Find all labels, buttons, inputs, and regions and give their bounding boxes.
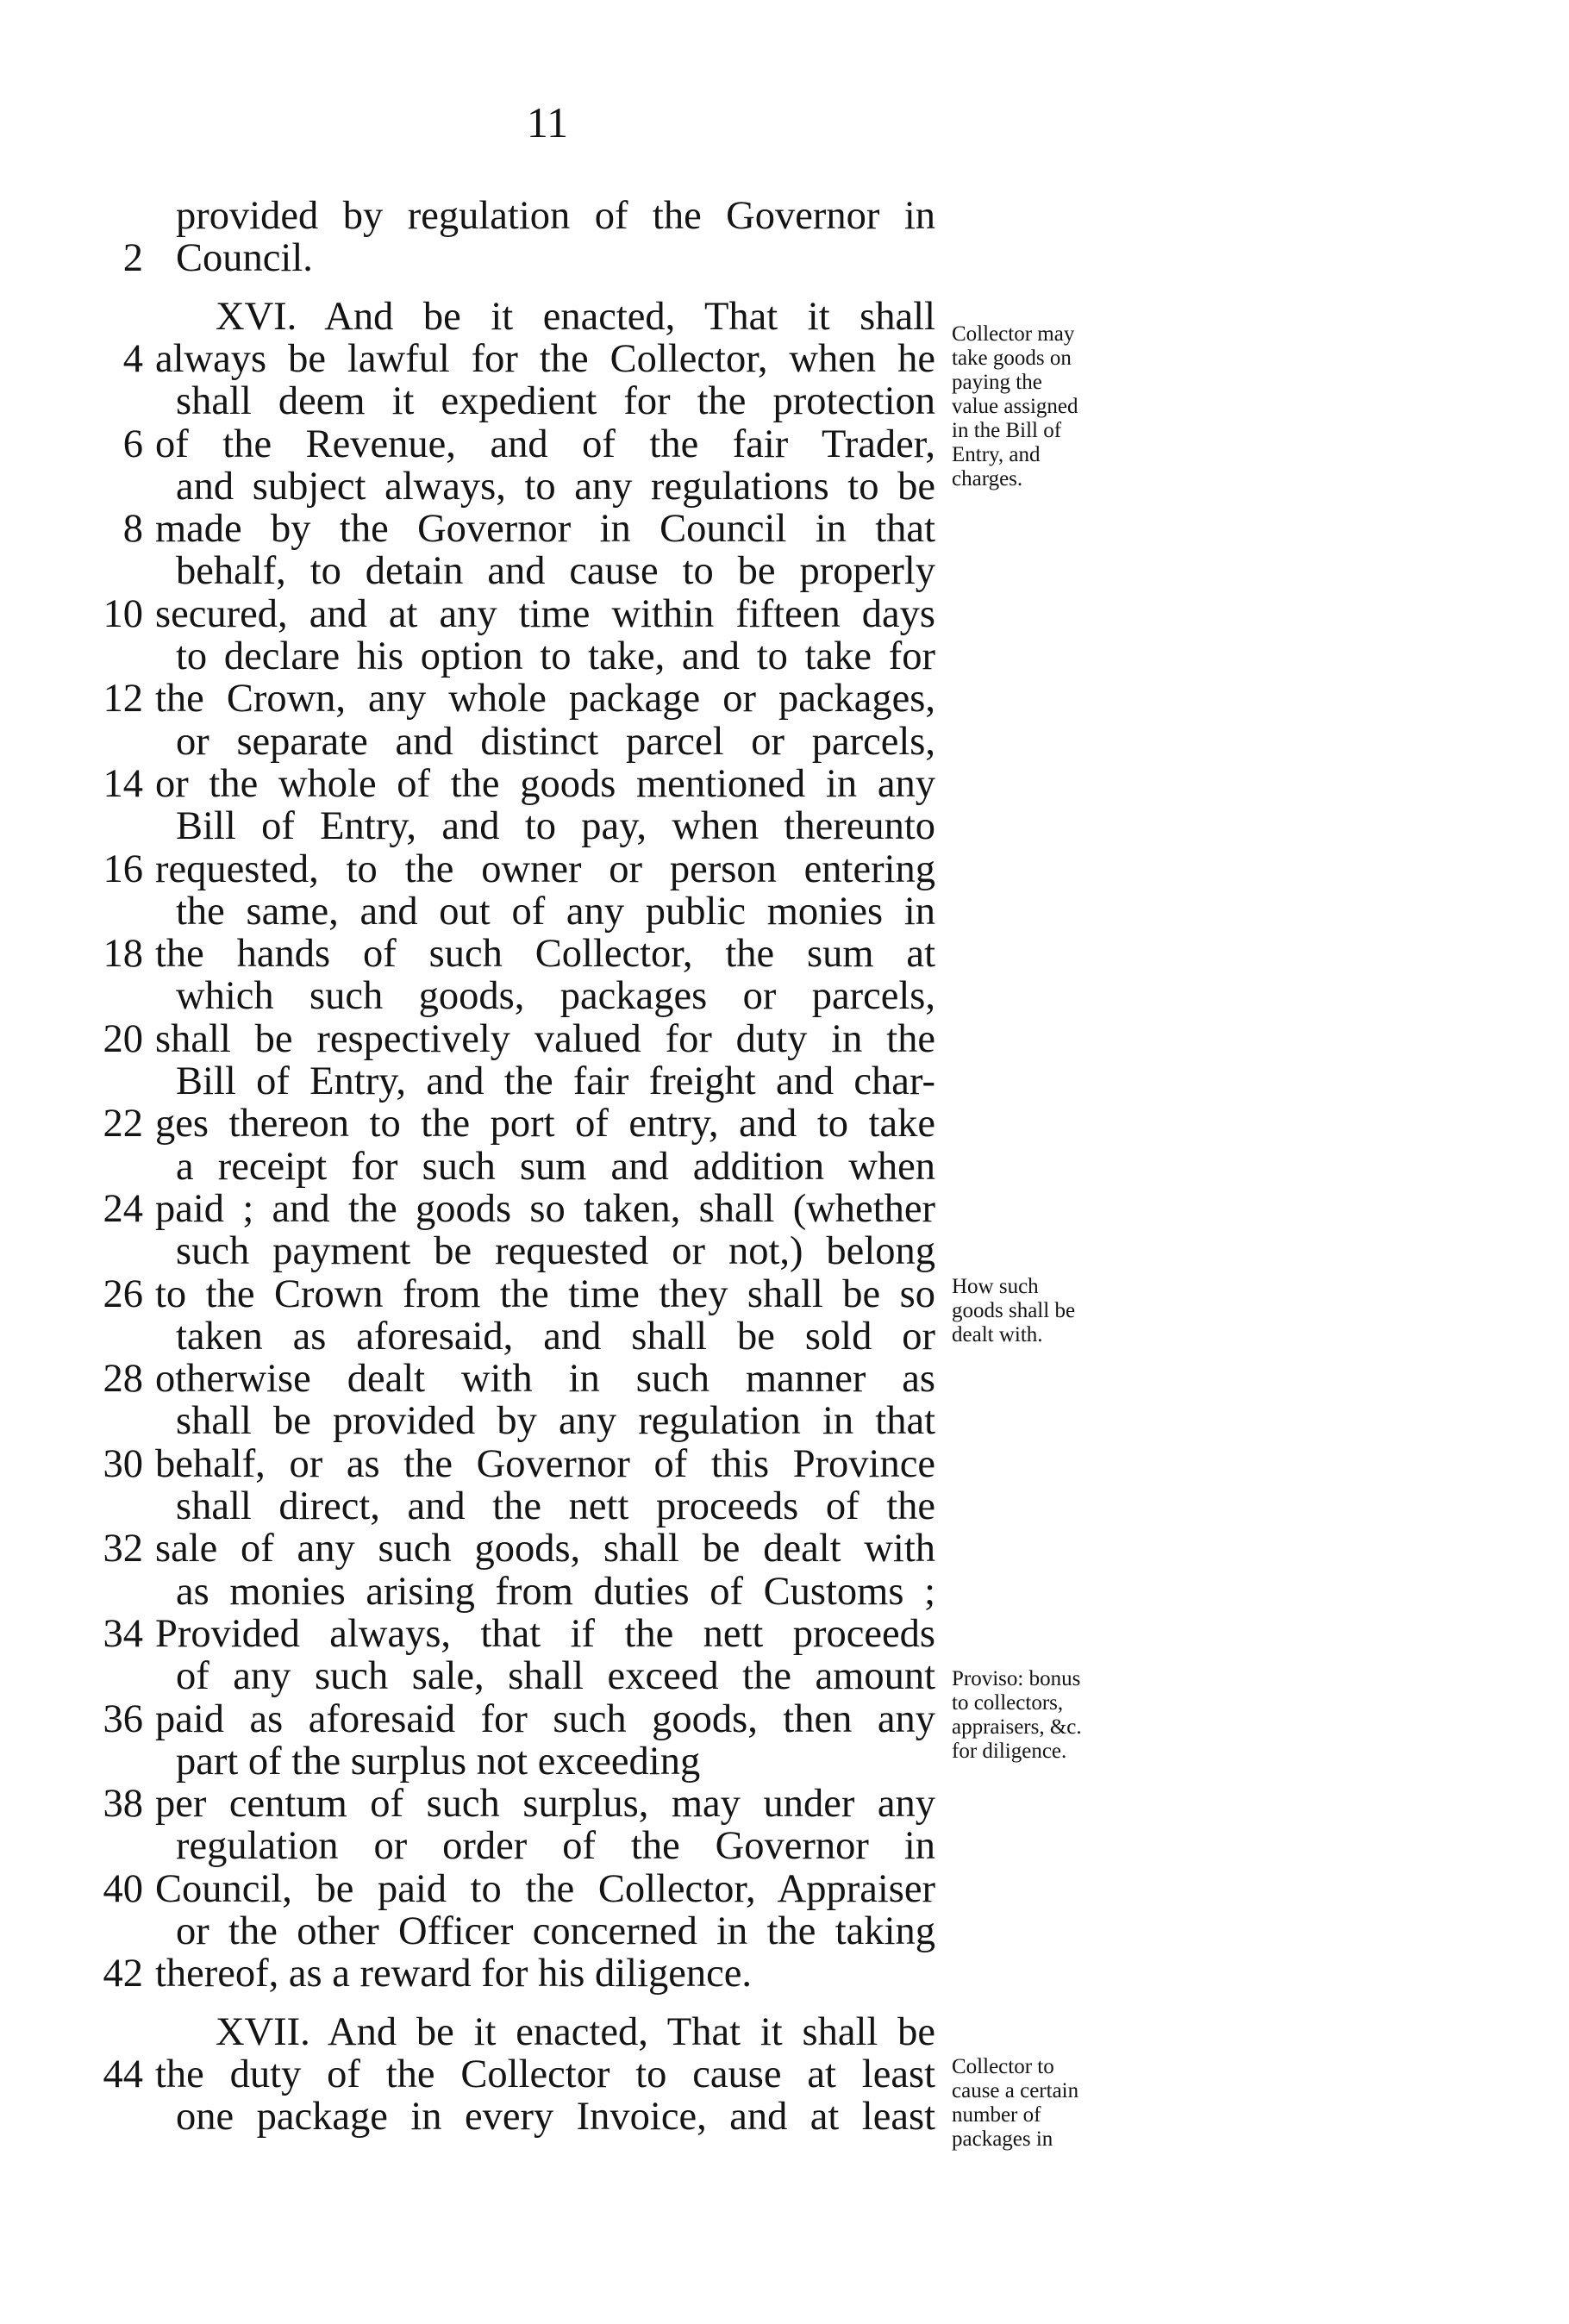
- line-number: [0, 720, 143, 765]
- line-number: 26: [103, 1271, 143, 1316]
- text-line: shall be respectively valued for duty in the: [155, 1016, 935, 1061]
- text-line: Council, be paid to the Collector, Appraiser: [155, 1866, 935, 1911]
- line-number: 2: [122, 236, 143, 281]
- margin-note-line: cause a certain: [952, 2079, 1079, 2102]
- line-number: 42: [103, 1952, 143, 1996]
- text-line: taken as aforesaid, and shall be sold or: [176, 1314, 935, 1359]
- line-number: 8: [122, 507, 143, 552]
- text-line: ges thereon to the port of entry, and to take: [155, 1102, 935, 1146]
- line-number: 18: [103, 932, 143, 977]
- margin-note-line: Collector may: [952, 322, 1075, 346]
- line-number: 20: [103, 1016, 143, 1061]
- margin-note-line: goods shall be: [952, 1299, 1076, 1322]
- text-line: which such goods, packages or parcels,: [176, 974, 935, 1019]
- text-line: paid ; and the goods so taken, shall (whether: [155, 1186, 935, 1231]
- line-number: [0, 1909, 143, 1954]
- margin-note: [952, 322, 1150, 491]
- text-line: shall direct, and the nett proceeds of the: [176, 1484, 935, 1528]
- line-number: [0, 804, 143, 849]
- line-number: [0, 1059, 143, 1104]
- text-line: part of the surplus not exceeding: [176, 1739, 701, 1784]
- line-number: [0, 1484, 143, 1529]
- text-line: or separate and distinct parcel or parcels,: [176, 719, 935, 764]
- margin-note-line: number of: [952, 2103, 1041, 2127]
- line-number: 24: [103, 1186, 143, 1231]
- line-number: [0, 634, 143, 679]
- margin-note-line: packages in: [952, 2127, 1053, 2151]
- text-line: Council.: [176, 236, 313, 281]
- line-number: 12: [103, 677, 143, 722]
- margin-note-line: charges.: [952, 467, 1023, 490]
- text-line: the Crown, any whole package or packages,: [155, 677, 935, 722]
- line-number: [0, 549, 143, 594]
- line-number: [0, 1740, 143, 1784]
- text-line: Provided always, that if the nett proceeds: [155, 1611, 935, 1656]
- text-line: the hands of such Collector, the sum at: [155, 932, 935, 977]
- line-number: 38: [103, 1782, 143, 1827]
- text-line: such payment be requested or not,) belong: [176, 1229, 935, 1274]
- text-line: sale of any such goods, shall be dealt with: [155, 1527, 935, 1571]
- line-number: 10: [103, 591, 143, 636]
- line-number: [0, 1145, 143, 1190]
- line-number: 14: [103, 761, 143, 806]
- text-line: behalf, to detain and cause to be properly: [176, 549, 935, 594]
- text-line: provided by regulation of the Governor in: [176, 194, 935, 238]
- text-line: to the Crown from the time they shall be so: [155, 1271, 935, 1316]
- text-line: per centum of such surplus, may under any: [155, 1782, 935, 1827]
- margin-note-line: Collector to: [952, 2055, 1054, 2078]
- line-number: 40: [103, 1866, 143, 1911]
- text-line: XVII. And be it enacted, That it shall be: [216, 2009, 935, 2054]
- margin-note-line: value assigned: [952, 395, 1078, 418]
- line-number: 4: [122, 336, 143, 381]
- text-line: the duty of the Collector to cause at least: [155, 2052, 935, 2096]
- line-number: 22: [103, 1102, 143, 1146]
- line-number: 30: [103, 1441, 143, 1486]
- line-number: 34: [103, 1611, 143, 1656]
- text-line: Bill of Entry, and to pay, when thereunto: [176, 804, 935, 849]
- line-number: [0, 1570, 143, 1615]
- line-number: 36: [103, 1696, 143, 1741]
- text-line: of the Revenue, and of the fair Trader,: [155, 422, 935, 466]
- line-number: [0, 2095, 143, 2140]
- text-line: requested, to the owner or person entering: [155, 847, 935, 891]
- text-line: to declare his option to take, and to take for: [176, 634, 935, 678]
- line-number: [0, 465, 143, 509]
- text-line: always be lawful for the Collector, when he: [155, 336, 935, 381]
- margin-note-line: appraisers, &c.: [952, 1715, 1082, 1739]
- text-line: Bill of Entry, and the fair freight and char-: [176, 1059, 935, 1103]
- line-number: [0, 1315, 143, 1359]
- text-line: otherwise dealt with in such manner as: [155, 1357, 935, 1402]
- text-line: behalf, or as the Governor of this Province: [155, 1441, 935, 1486]
- line-number: 16: [103, 847, 143, 891]
- text-line: of any such sale, shall exceed the amount: [176, 1654, 935, 1699]
- margin-note-line: in the Bill of: [952, 419, 1062, 442]
- text-line: one package in every Invoice, and at least: [176, 2095, 935, 2140]
- page-number: 11: [526, 98, 569, 147]
- text-line: a receipt for such sum and addition when: [176, 1144, 935, 1189]
- margin-note-line: dealt with.: [952, 1323, 1043, 1346]
- margin-note-line: Entry, and: [952, 443, 1041, 466]
- margin-note-line: Proviso: bonus: [952, 1667, 1081, 1690]
- text-line: secured, and at any time within fifteen days: [155, 591, 935, 636]
- text-line: the same, and out of any public monies in: [176, 889, 935, 934]
- line-number: 28: [103, 1357, 143, 1402]
- text-line: thereof, as a reward for his diligence.: [155, 1952, 753, 1996]
- text-line: paid as aforesaid for such goods, then any: [155, 1696, 935, 1741]
- line-number: 44: [103, 2052, 143, 2096]
- line-number: [0, 194, 143, 239]
- margin-note-line: How such: [952, 1275, 1039, 1298]
- text-line: or the whole of the goods mentioned in any: [155, 761, 935, 806]
- line-number: [0, 379, 143, 424]
- margin-note-line: for diligence.: [952, 1740, 1067, 1763]
- text-line: shall be provided by any regulation in that: [176, 1399, 935, 1444]
- margin-note: [952, 2055, 1150, 2152]
- text-line: made by the Governor in Council in that: [155, 507, 935, 552]
- line-number: [0, 974, 143, 1019]
- line-number: [0, 1824, 143, 1869]
- text-line: or the other Officer concerned in the taking: [176, 1909, 935, 1953]
- text-line: and subject always, to any regulations to be: [176, 464, 935, 509]
- line-number: [0, 2010, 143, 2055]
- line-number: [0, 295, 143, 340]
- margin-note-line: paying the: [952, 371, 1042, 394]
- line-number: [0, 1399, 143, 1444]
- text-line: XVI. And be it enacted, That it shall: [216, 294, 935, 339]
- margin-note: [952, 1275, 1150, 1347]
- line-number: [0, 1229, 143, 1274]
- text-line: as monies arising from duties of Customs ;: [176, 1569, 935, 1614]
- line-number: [0, 1654, 143, 1699]
- line-number: 32: [103, 1527, 143, 1571]
- margin-note: [952, 1667, 1150, 1764]
- text-line: regulation or order of the Governor in: [176, 1824, 935, 1869]
- line-number: 6: [122, 422, 143, 466]
- line-number: [0, 890, 143, 934]
- margin-note-line: take goods on: [952, 347, 1072, 370]
- margin-note-line: to collectors,: [952, 1691, 1064, 1715]
- text-line: shall deem it expedient for the protection: [176, 379, 935, 424]
